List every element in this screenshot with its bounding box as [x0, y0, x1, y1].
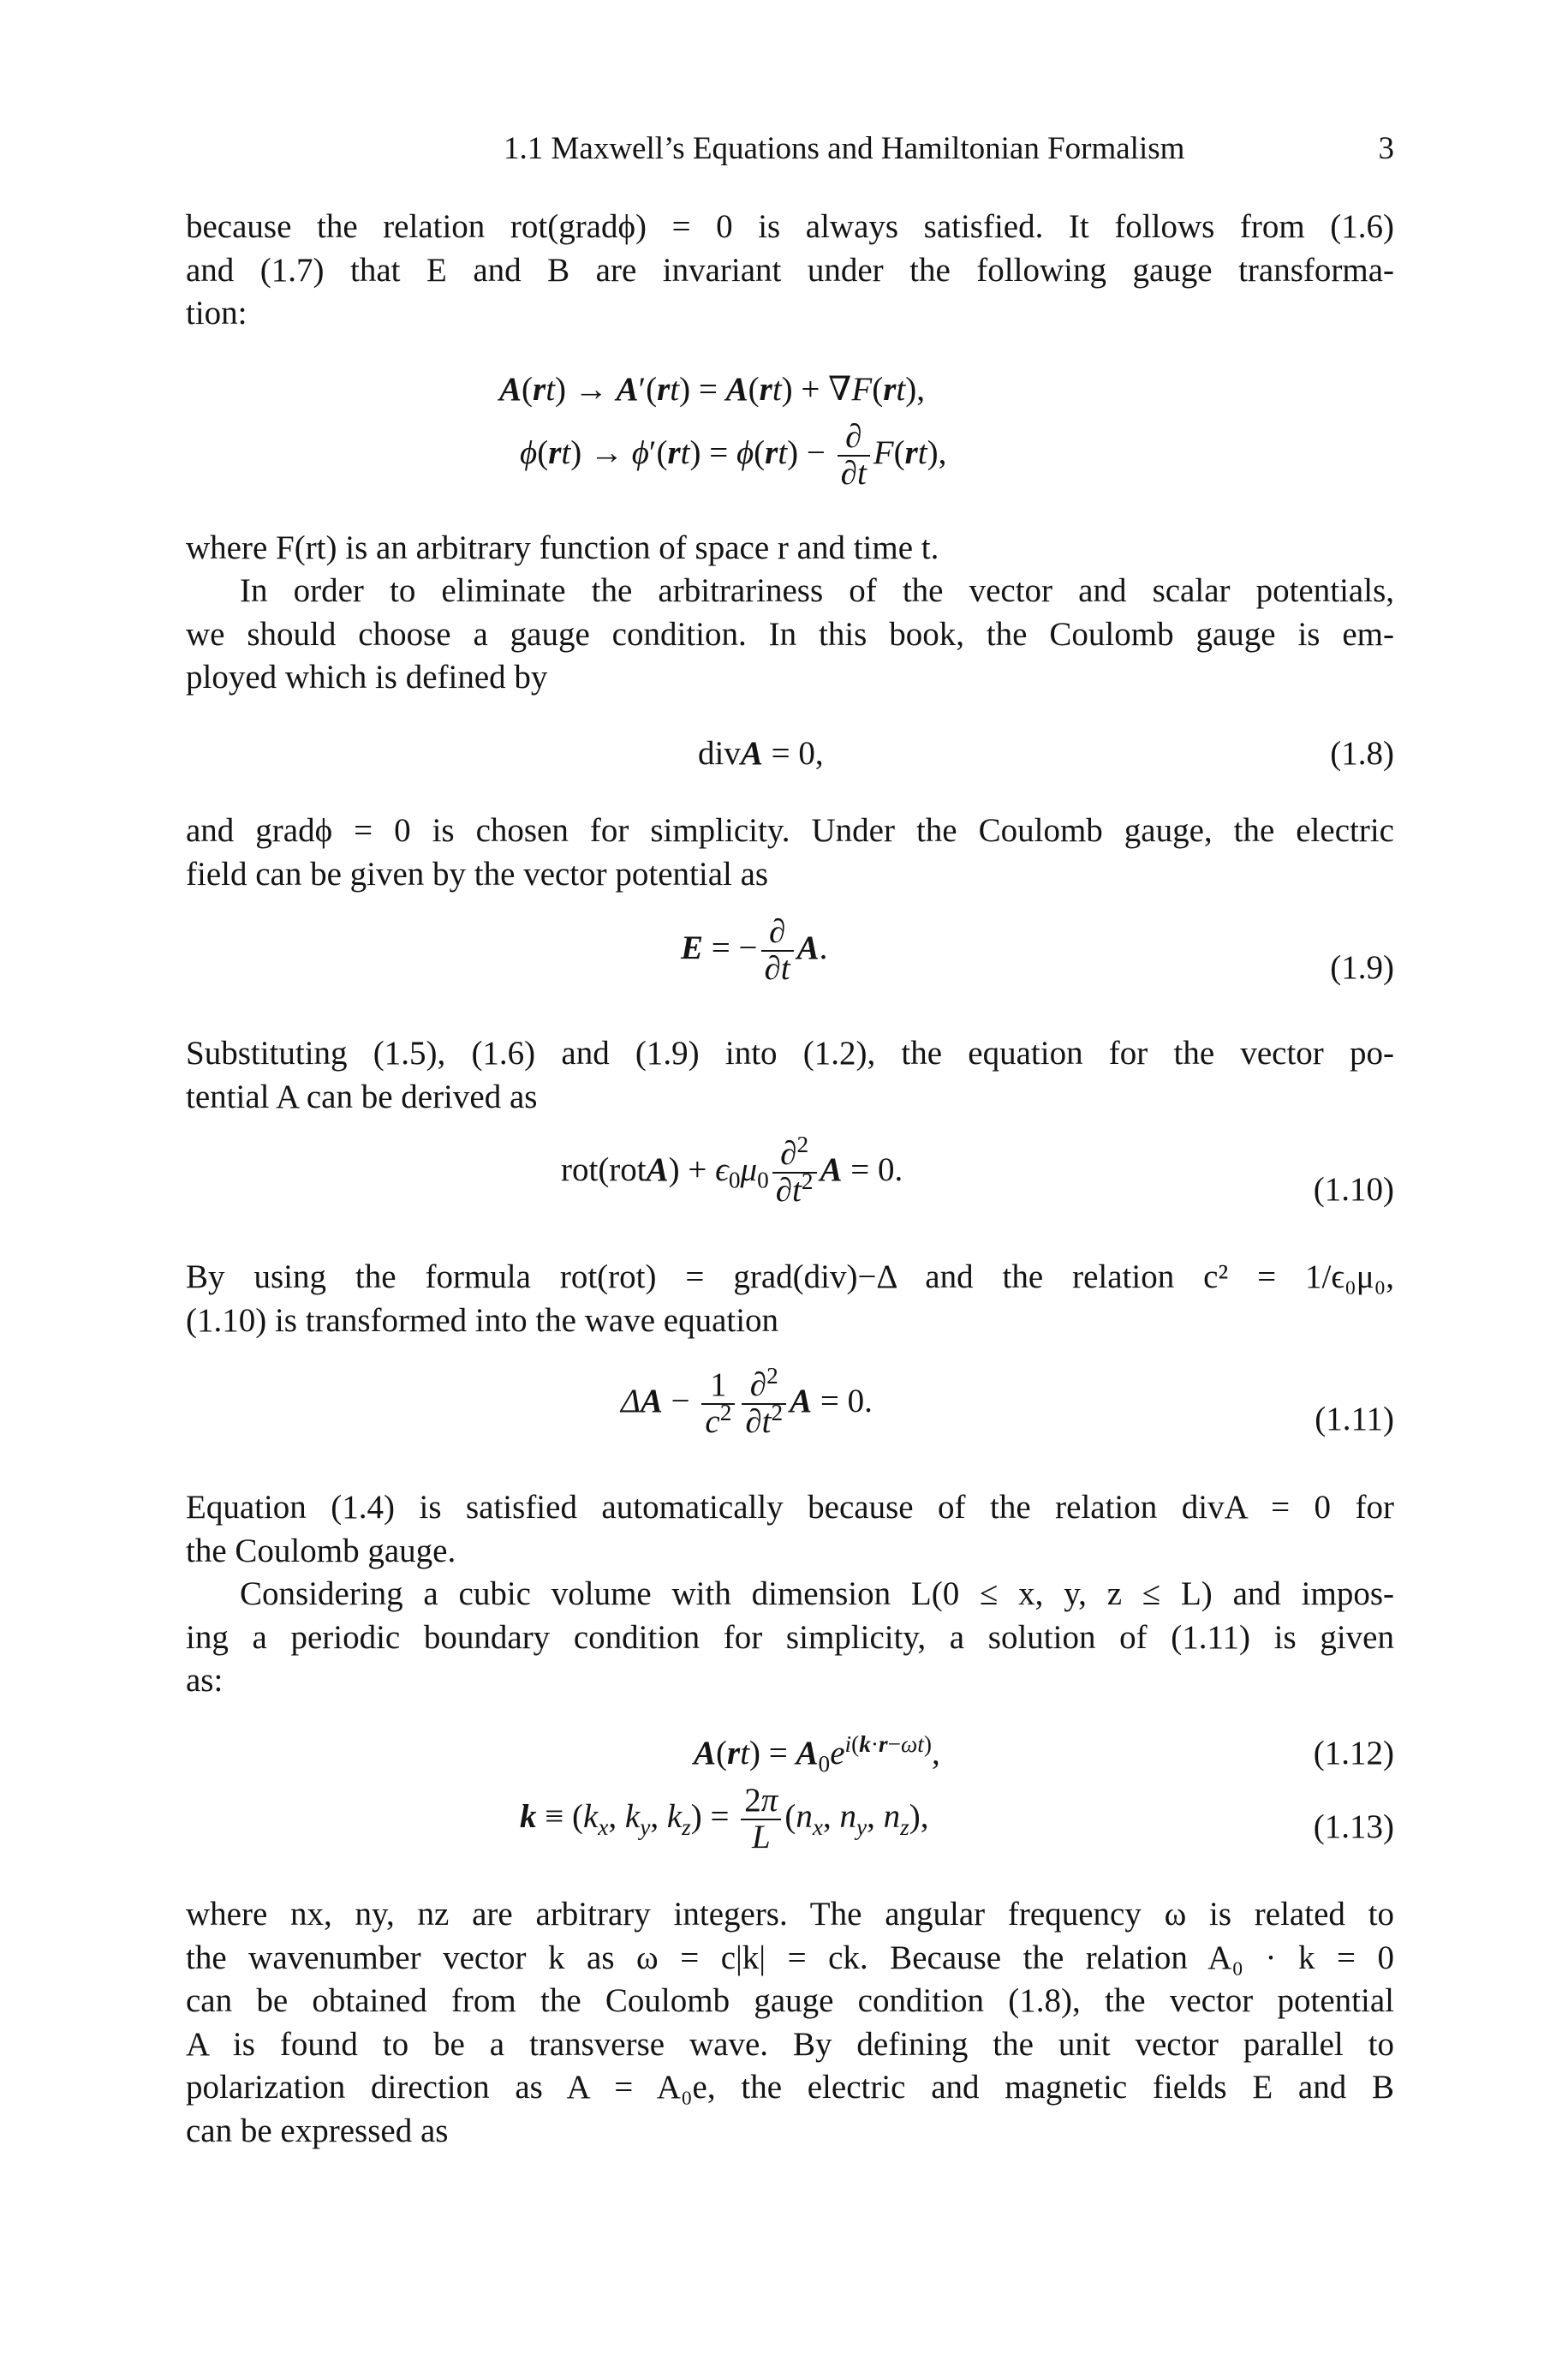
text-line: and (1.7) that E and B are invariant under the following gauge transforma-	[186, 251, 1394, 289]
paragraph-1	[186, 206, 1394, 336]
text-line: can be expressed as	[186, 2112, 449, 2149]
running-head	[504, 125, 1394, 173]
equation-number-1-8: (1.8)	[1330, 735, 1394, 772]
text-line: (1.10) is transformed into the wave equation	[186, 1301, 779, 1339]
equation-1-8: divA = 0,	[698, 735, 824, 772]
text-line: where nx, ny, nz are arbitrary integers. The angular frequency ω is related to	[186, 1896, 1394, 1933]
text-line: ployed which is defined by	[186, 659, 548, 696]
equation-number-1-11: (1.11)	[1315, 1401, 1394, 1437]
paragraph-7	[186, 1486, 1394, 1573]
equation-number-1-10: (1.10)	[1313, 1171, 1394, 1208]
text-line: the Coulomb gauge.	[186, 1532, 456, 1569]
equation-1-13: $k \equiv (k_x$, $k_y$, $k_z$) = $\frac{2\pi}{L}$ ($n_x$, $n_y$, $n_z$),	[520, 1782, 929, 1855]
text-line: because the relation rot(gradϕ) = 0 is always satisfied. It follows from (1.6)	[186, 208, 1394, 245]
equation-1-11: ΔA − $\frac{1}{c^2}$ $\frac{\partial^2}{\partial t^2}$ A = 0.	[621, 1363, 873, 1440]
text-line: Equation (1.4) is satisfied automatically because of the relation divA = 0 for	[186, 1489, 1394, 1526]
paragraph-9	[186, 1893, 1394, 2153]
text-line: Substituting (1.5), (1.6) and (1.9) into (1.2), the equation for the vector po-	[186, 1035, 1394, 1072]
text-line: tential A can be derived as	[186, 1078, 538, 1115]
equation-gauge-A: A(rt) → A′(rt) = A(rt) + ∇F(rt),	[499, 371, 925, 408]
page-number: 3	[1378, 131, 1394, 166]
paragraph-8	[186, 1573, 1394, 1703]
text-line: and gradϕ = 0 is chosen for simplicity. Under the Coulomb gauge, the electric	[186, 812, 1394, 849]
section-title: 1.1 Maxwell’s Equations and Hamiltonian Formalism	[504, 131, 1185, 166]
paragraph-3	[186, 570, 1394, 700]
equation-1-12: $A(rt) = A_0e^{i(k\cdot r-\omega t)}$,	[694, 1731, 940, 1777]
text-line: Considering a cubic volume with dimension L(0 ≤ x, y, z ≤ L) and impos-	[240, 1575, 1394, 1612]
text-line: as:	[186, 1662, 224, 1699]
text-line: ing a periodic boundary condition for simplicity, a solution of (1.11) is given	[186, 1618, 1394, 1656]
paragraph-5	[186, 1032, 1394, 1119]
equation-number-1-12: (1.12)	[1313, 1735, 1394, 1772]
text-line: where F(rt) is an arbitrary function of space r and time t.	[186, 529, 939, 566]
text-line: By using the formula rot(rot) = grad(div)−Δ and the relation c² = 1/ϵ₀μ₀,	[186, 1258, 1394, 1295]
equation-number-1-9: (1.9)	[1330, 949, 1394, 986]
text-line: tion:	[186, 295, 247, 332]
equation-1-9: E = − $\frac{\partial}{\partial t}$ A.	[681, 913, 828, 987]
paragraph-4	[186, 810, 1394, 896]
equation-1-10: rot(rotA) + $\epsilon_0\mu_0$ $\frac{\partial^2}{\partial t^2}$ A = 0.	[561, 1132, 903, 1209]
text-line: can be obtained from the Coulomb gauge condition (1.8), the vector potential	[186, 1982, 1394, 2019]
text-line: In order to eliminate the arbitrariness of the vector and scalar potentials,	[240, 572, 1394, 609]
text-line: we should choose a gauge condition. In this book, the Coulomb gauge is em-	[186, 615, 1394, 653]
text-line: the wavenumber vector k as ω = c|k| = ck. Because the relation A₀ · k = 0	[186, 1939, 1394, 1976]
paragraph-2	[186, 527, 1394, 571]
text-line: field can be given by the vector potential as	[186, 855, 769, 893]
text-line: polarization direction as A = A₀e, the electric and magnetic fields E and B	[186, 2069, 1394, 2106]
paragraph-6	[186, 1256, 1394, 1342]
equation-gauge-phi: ϕ(rt) → ϕ′(rt) = ϕ(rt) − $\frac{\partial}{\partial t}$ F(rt),	[520, 418, 947, 492]
text-line: A is found to be a transverse wave. By defining the unit vector parallel to	[186, 2025, 1394, 2063]
equation-number-1-13: (1.13)	[1313, 1808, 1394, 1845]
